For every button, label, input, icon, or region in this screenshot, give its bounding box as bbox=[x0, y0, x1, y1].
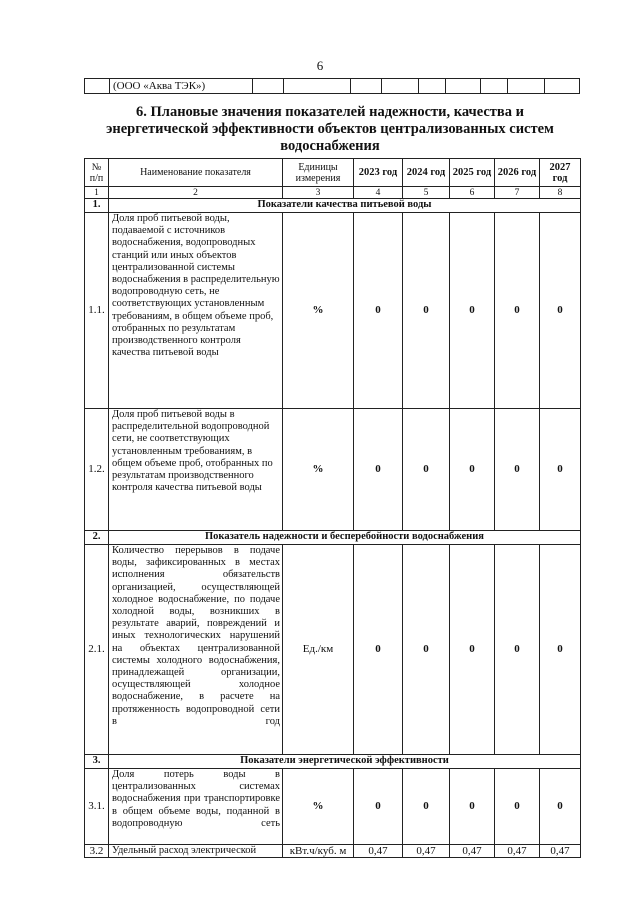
indicator-name: Доля проб питьевой воды, подаваемой с источников водоснабжения, водопроводных станций или иных объектов централизованной системы водоснабжения в распределительную водопроводную сеть, не соответствующих установленным требованиям, в общем объеме проб, отобранных по результатам производственного контроля качества питьевой воды bbox=[109, 213, 283, 409]
unit-cell: % bbox=[283, 769, 354, 845]
header-name: Наименование показателя bbox=[109, 159, 283, 187]
indicator-name: Количество перерывов в подаче воды, зафиксированных в местах исполнения обязательств организацией, осуществляющей холодное водоснабжение, по подаче холодной воды, возникших в результате аварий, повреждений и иных технологических нарушений на объектах централизованной системы холодного водоснабжения, принадлежащей организации, осуществляющей холодное водоснабжение, в расчете на протяженность водопроводной сети в год bbox=[109, 545, 283, 755]
table-row bbox=[85, 213, 581, 409]
value-cell: 0 bbox=[450, 213, 495, 409]
table-row bbox=[85, 409, 581, 531]
value-cell: 0 bbox=[540, 213, 581, 409]
unit-cell: Ед./км bbox=[283, 545, 354, 755]
value-cell: 0 bbox=[354, 545, 403, 755]
column-number: 1 bbox=[85, 187, 109, 199]
unit-cell: кВт.ч/куб. м bbox=[283, 845, 354, 858]
indicator-name: Доля потерь воды в централизованных системах водоснабжения при транспортировке в общем объеме воды, поданной в водопроводную сеть bbox=[109, 769, 283, 845]
table-cell bbox=[481, 79, 508, 94]
column-number: 7 bbox=[495, 187, 540, 199]
column-numbers-row bbox=[85, 187, 581, 199]
row-num: 3.2 bbox=[85, 845, 109, 858]
header-year: 2027 год bbox=[540, 159, 581, 187]
column-number: 2 bbox=[109, 187, 283, 199]
value-cell: 0 bbox=[403, 769, 450, 845]
value-cell: 0 bbox=[450, 545, 495, 755]
value-cell: 0 bbox=[354, 409, 403, 531]
value-cell: 0,47 bbox=[354, 845, 403, 858]
column-number: 3 bbox=[283, 187, 354, 199]
value-cell: 0 bbox=[540, 409, 581, 531]
value-cell: 0,47 bbox=[495, 845, 540, 858]
header-num: № п/п bbox=[85, 159, 109, 187]
table-row bbox=[85, 845, 581, 858]
header-year: 2023 год bbox=[354, 159, 403, 187]
table-cell bbox=[351, 79, 382, 94]
section-title: 6. Плановые значения показателей надежности, качества и энергетической эффективности объектов централизованных систем водоснабжения bbox=[106, 104, 554, 154]
table-row bbox=[85, 769, 581, 845]
value-cell: 0 bbox=[403, 409, 450, 531]
unit-cell: % bbox=[283, 213, 354, 409]
section-heading: Показатель надежности и бесперебойности водоснабжения bbox=[109, 531, 581, 545]
table-cell bbox=[382, 79, 419, 94]
section-num: 3. bbox=[85, 755, 109, 769]
section-num: 2. bbox=[85, 531, 109, 545]
org-name-cell: (ООО «Аква ТЭК») bbox=[110, 79, 253, 94]
value-cell: 0 bbox=[450, 409, 495, 531]
column-number: 6 bbox=[450, 187, 495, 199]
section-heading: Показатели качества питьевой воды bbox=[109, 199, 581, 213]
value-cell: 0 bbox=[403, 213, 450, 409]
page-number: 6 bbox=[316, 58, 324, 73]
table-row bbox=[85, 79, 580, 94]
value-cell: 0 bbox=[495, 545, 540, 755]
header-year: 2024 год bbox=[403, 159, 450, 187]
table-row bbox=[85, 545, 581, 755]
column-number: 4 bbox=[354, 187, 403, 199]
value-cell: 0,47 bbox=[450, 845, 495, 858]
row-num: 1.2. bbox=[85, 409, 109, 531]
row-num: 1.1. bbox=[85, 213, 109, 409]
section-row bbox=[85, 199, 581, 213]
row-num: 2.1. bbox=[85, 545, 109, 755]
table-cell bbox=[253, 79, 284, 94]
header-year: 2025 год bbox=[450, 159, 495, 187]
table-cell bbox=[446, 79, 481, 94]
indicator-name: Удельный расход электрической bbox=[109, 845, 283, 858]
table-cell bbox=[545, 79, 580, 94]
indicators-table bbox=[84, 158, 581, 858]
value-cell: 0 bbox=[540, 769, 581, 845]
column-number: 5 bbox=[403, 187, 450, 199]
column-number: 8 bbox=[540, 187, 581, 199]
section-row bbox=[85, 755, 581, 769]
value-cell: 0 bbox=[450, 769, 495, 845]
value-cell: 0 bbox=[403, 545, 450, 755]
section-heading: Показатели энергетической эффективности bbox=[109, 755, 581, 769]
value-cell: 0 bbox=[354, 769, 403, 845]
value-cell: 0 bbox=[540, 545, 581, 755]
value-cell: 0 bbox=[495, 769, 540, 845]
value-cell: 0 bbox=[495, 409, 540, 531]
previous-table-tail bbox=[84, 78, 580, 94]
value-cell: 0,47 bbox=[540, 845, 581, 858]
indicator-name: Доля проб питьевой воды в распределительной водопроводной сети, не соответствующих установленным требованиям, в общем объеме проб, отобранных по результатам производственного контроля качества питьевой воды bbox=[109, 409, 283, 531]
table-cell bbox=[284, 79, 351, 94]
value-cell: 0 bbox=[495, 213, 540, 409]
table-cell bbox=[85, 79, 110, 94]
table-cell bbox=[508, 79, 545, 94]
row-num: 3.1. bbox=[85, 769, 109, 845]
header-year: 2026 год bbox=[495, 159, 540, 187]
unit-cell: % bbox=[283, 409, 354, 531]
section-row bbox=[85, 531, 581, 545]
header-row bbox=[85, 159, 581, 187]
value-cell: 0 bbox=[354, 213, 403, 409]
header-unit: Единицы измерения bbox=[283, 159, 354, 187]
section-num: 1. bbox=[85, 199, 109, 213]
table-cell bbox=[419, 79, 446, 94]
value-cell: 0,47 bbox=[403, 845, 450, 858]
